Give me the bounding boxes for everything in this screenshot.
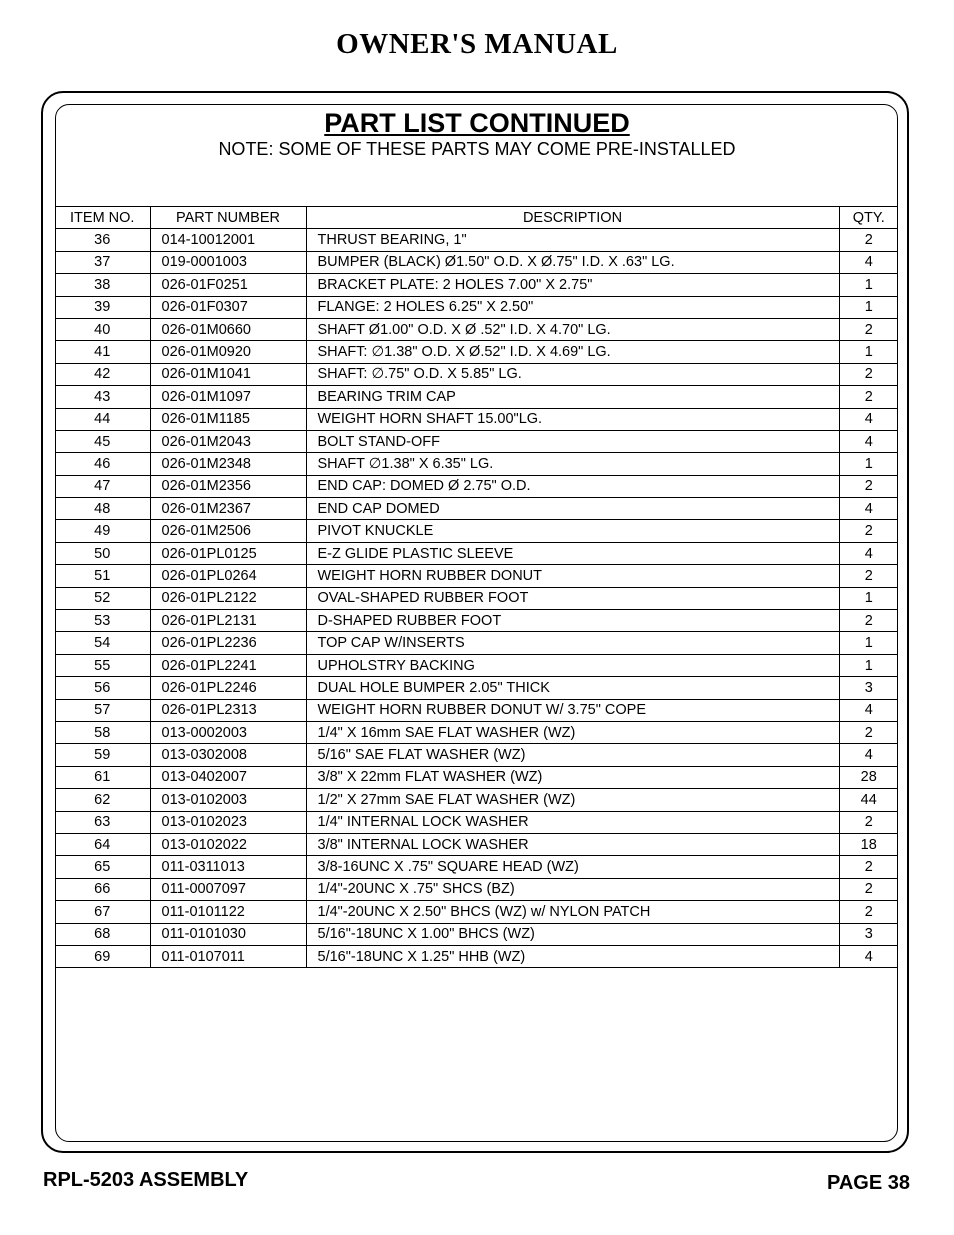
table-row	[55, 587, 898, 609]
item-no-cell: 69	[55, 945, 150, 967]
qty-cell: 2	[839, 318, 898, 340]
part-number-cell: 026-01PL2246	[150, 677, 306, 699]
part-number-cell: 026-01M1097	[150, 386, 306, 408]
part-number-cell: 026-01M0920	[150, 341, 306, 363]
description-cell: 1/4" X 16mm SAE FLAT WASHER (WZ)	[306, 721, 839, 743]
item-no-cell: 66	[55, 878, 150, 900]
part-number-cell: 013-0002003	[150, 721, 306, 743]
item-no-cell: 44	[55, 408, 150, 430]
item-no-cell: 38	[55, 274, 150, 296]
qty-cell: 4	[839, 251, 898, 273]
qty-cell: 1	[839, 274, 898, 296]
qty-cell: 3	[839, 923, 898, 945]
part-number-cell: 026-01M2356	[150, 475, 306, 497]
description-cell: THRUST BEARING, 1"	[306, 229, 839, 251]
table-row	[55, 296, 898, 318]
part-number-cell: 011-0101030	[150, 923, 306, 945]
part-number-cell: 011-0311013	[150, 856, 306, 878]
qty-cell: 2	[839, 520, 898, 542]
table-row	[55, 318, 898, 340]
part-number-cell: 026-01PL2122	[150, 587, 306, 609]
item-no-cell: 50	[55, 542, 150, 564]
part-number-cell: 013-0402007	[150, 766, 306, 788]
description-cell: SHAFT: ∅.75" O.D. X 5.85" LG.	[306, 363, 839, 385]
parts-table	[55, 206, 898, 968]
qty-cell: 2	[839, 475, 898, 497]
part-number-cell: 026-01PL2131	[150, 610, 306, 632]
item-no-cell: 56	[55, 677, 150, 699]
table-row	[55, 542, 898, 564]
qty-cell: 4	[839, 699, 898, 721]
qty-cell: 44	[839, 789, 898, 811]
qty-cell: 2	[839, 610, 898, 632]
part-number-cell: 011-0101122	[150, 901, 306, 923]
table-row	[55, 251, 898, 273]
description-cell: BOLT STAND-OFF	[306, 430, 839, 452]
item-no-cell: 54	[55, 632, 150, 654]
qty-cell: 1	[839, 453, 898, 475]
part-number-cell: 026-01PL2241	[150, 654, 306, 676]
part-number-cell: 013-0102023	[150, 811, 306, 833]
description-cell: BEARING TRIM CAP	[306, 386, 839, 408]
section-title: PART LIST CONTINUED	[324, 108, 630, 138]
description-cell: 3/8-16UNC X .75" SQUARE HEAD (WZ)	[306, 856, 839, 878]
part-number-cell: 026-01M2506	[150, 520, 306, 542]
description-cell: 5/16"-18UNC X 1.25" HHB (WZ)	[306, 945, 839, 967]
qty-cell: 1	[839, 296, 898, 318]
item-no-cell: 58	[55, 721, 150, 743]
table-row	[55, 498, 898, 520]
part-number-cell: 026-01M2348	[150, 453, 306, 475]
column-header-qty: QTY.	[839, 207, 898, 229]
description-cell: 3/8" INTERNAL LOCK WASHER	[306, 833, 839, 855]
table-row	[55, 229, 898, 251]
qty-cell: 2	[839, 811, 898, 833]
part-number-cell: 026-01PL2313	[150, 699, 306, 721]
description-cell: SHAFT Ø1.00" O.D. X Ø .52" I.D. X 4.70" LG.	[306, 318, 839, 340]
part-number-cell: 014-10012001	[150, 229, 306, 251]
table-row	[55, 923, 898, 945]
item-no-cell: 57	[55, 699, 150, 721]
table-row	[55, 945, 898, 967]
parts-table-body	[55, 229, 898, 968]
qty-cell: 28	[839, 766, 898, 788]
item-no-cell: 46	[55, 453, 150, 475]
qty-cell: 2	[839, 721, 898, 743]
item-no-cell: 63	[55, 811, 150, 833]
item-no-cell: 45	[55, 430, 150, 452]
description-cell: 5/16" SAE FLAT WASHER (WZ)	[306, 744, 839, 766]
description-cell: WEIGHT HORN RUBBER DONUT	[306, 565, 839, 587]
item-no-cell: 52	[55, 587, 150, 609]
table-row	[55, 901, 898, 923]
table-row	[55, 811, 898, 833]
description-cell: END CAP DOMED	[306, 498, 839, 520]
part-number-cell: 011-0007097	[150, 878, 306, 900]
item-no-cell: 41	[55, 341, 150, 363]
description-cell: 1/4"-20UNC X 2.50" BHCS (WZ) w/ NYLON PATCH	[306, 901, 839, 923]
part-number-cell: 026-01PL0264	[150, 565, 306, 587]
qty-cell: 1	[839, 654, 898, 676]
column-header-description: DESCRIPTION	[306, 207, 839, 229]
item-no-cell: 62	[55, 789, 150, 811]
item-no-cell: 67	[55, 901, 150, 923]
qty-cell: 18	[839, 833, 898, 855]
description-cell: 1/2" X 27mm SAE FLAT WASHER (WZ)	[306, 789, 839, 811]
column-header-part-number: PART NUMBER	[150, 207, 306, 229]
qty-cell: 4	[839, 945, 898, 967]
table-row	[55, 677, 898, 699]
description-cell: UPHOLSTRY BACKING	[306, 654, 839, 676]
item-no-cell: 39	[55, 296, 150, 318]
item-no-cell: 48	[55, 498, 150, 520]
table-row	[55, 833, 898, 855]
qty-cell: 2	[839, 386, 898, 408]
table-row	[55, 565, 898, 587]
item-no-cell: 37	[55, 251, 150, 273]
item-no-cell: 64	[55, 833, 150, 855]
part-number-cell: 026-01F0251	[150, 274, 306, 296]
description-cell: OVAL-SHAPED RUBBER FOOT	[306, 587, 839, 609]
part-number-cell: 026-01F0307	[150, 296, 306, 318]
qty-cell: 4	[839, 430, 898, 452]
part-number-cell: 019-0001003	[150, 251, 306, 273]
qty-cell: 3	[839, 677, 898, 699]
description-cell: WEIGHT HORN SHAFT 15.00"LG.	[306, 408, 839, 430]
qty-cell: 1	[839, 632, 898, 654]
table-row	[55, 408, 898, 430]
description-cell: FLANGE: 2 HOLES 6.25" X 2.50"	[306, 296, 839, 318]
table-row	[55, 878, 898, 900]
description-cell: TOP CAP W/INSERTS	[306, 632, 839, 654]
qty-cell: 1	[839, 587, 898, 609]
table-row	[55, 766, 898, 788]
part-number-cell: 026-01M0660	[150, 318, 306, 340]
description-cell: 1/4" INTERNAL LOCK WASHER	[306, 811, 839, 833]
item-no-cell: 51	[55, 565, 150, 587]
description-cell: SHAFT: ∅1.38" O.D. X Ø.52" I.D. X 4.69" LG.	[306, 341, 839, 363]
description-cell: END CAP: DOMED Ø 2.75" O.D.	[306, 475, 839, 497]
item-no-cell: 49	[55, 520, 150, 542]
table-row	[55, 610, 898, 632]
table-row	[55, 453, 898, 475]
qty-cell: 1	[839, 341, 898, 363]
table-row	[55, 274, 898, 296]
description-cell: PIVOT KNUCKLE	[306, 520, 839, 542]
table-row	[55, 789, 898, 811]
table-row	[55, 520, 898, 542]
part-number-cell: 026-01PL2236	[150, 632, 306, 654]
table-header-row	[55, 207, 898, 229]
description-cell: BRACKET PLATE: 2 HOLES 7.00" X 2.75"	[306, 274, 839, 296]
table-row	[55, 475, 898, 497]
section-note: NOTE: SOME OF THESE PARTS MAY COME PRE-INSTALLED	[218, 139, 736, 159]
item-no-cell: 53	[55, 610, 150, 632]
table-row	[55, 363, 898, 385]
table-row	[55, 856, 898, 878]
qty-cell: 2	[839, 565, 898, 587]
part-number-cell: 026-01PL0125	[150, 542, 306, 564]
qty-cell: 2	[839, 901, 898, 923]
qty-cell: 2	[839, 856, 898, 878]
table-row	[55, 430, 898, 452]
page-header-title: OWNER'S MANUAL	[336, 28, 618, 60]
description-cell: 5/16"-18UNC X 1.00" BHCS (WZ)	[306, 923, 839, 945]
table-row	[55, 654, 898, 676]
item-no-cell: 61	[55, 766, 150, 788]
item-no-cell: 55	[55, 654, 150, 676]
part-number-cell: 026-01M2043	[150, 430, 306, 452]
item-no-cell: 47	[55, 475, 150, 497]
table-row	[55, 721, 898, 743]
item-no-cell: 68	[55, 923, 150, 945]
description-cell: SHAFT ∅1.38" X 6.35" LG.	[306, 453, 839, 475]
part-number-cell: 026-01M1041	[150, 363, 306, 385]
item-no-cell: 42	[55, 363, 150, 385]
qty-cell: 2	[839, 878, 898, 900]
qty-cell: 2	[839, 229, 898, 251]
table-row	[55, 744, 898, 766]
part-number-cell: 026-01M1185	[150, 408, 306, 430]
qty-cell: 4	[839, 542, 898, 564]
footer-assembly-label: RPL-5203 ASSEMBLY	[43, 1169, 249, 1191]
part-number-cell: 013-0302008	[150, 744, 306, 766]
part-number-cell: 011-0107011	[150, 945, 306, 967]
item-no-cell: 36	[55, 229, 150, 251]
description-cell: BUMPER (BLACK) Ø1.50" O.D. X Ø.75" I.D. X .63" LG.	[306, 251, 839, 273]
table-row	[55, 341, 898, 363]
item-no-cell: 59	[55, 744, 150, 766]
footer-page-number: PAGE 38	[827, 1172, 910, 1194]
table-row	[55, 386, 898, 408]
qty-cell: 2	[839, 363, 898, 385]
item-no-cell: 43	[55, 386, 150, 408]
description-cell: WEIGHT HORN RUBBER DONUT W/ 3.75" COPE	[306, 699, 839, 721]
qty-cell: 4	[839, 408, 898, 430]
table-row	[55, 632, 898, 654]
column-header-item-no: ITEM NO.	[55, 207, 150, 229]
description-cell: DUAL HOLE BUMPER 2.05" THICK	[306, 677, 839, 699]
item-no-cell: 65	[55, 856, 150, 878]
part-number-cell: 013-0102022	[150, 833, 306, 855]
part-number-cell: 013-0102003	[150, 789, 306, 811]
item-no-cell: 40	[55, 318, 150, 340]
description-cell: D-SHAPED RUBBER FOOT	[306, 610, 839, 632]
description-cell: 1/4"-20UNC X .75" SHCS (BZ)	[306, 878, 839, 900]
description-cell: E-Z GLIDE PLASTIC SLEEVE	[306, 542, 839, 564]
qty-cell: 4	[839, 744, 898, 766]
table-row	[55, 699, 898, 721]
part-number-cell: 026-01M2367	[150, 498, 306, 520]
qty-cell: 4	[839, 498, 898, 520]
description-cell: 3/8" X 22mm FLAT WASHER (WZ)	[306, 766, 839, 788]
